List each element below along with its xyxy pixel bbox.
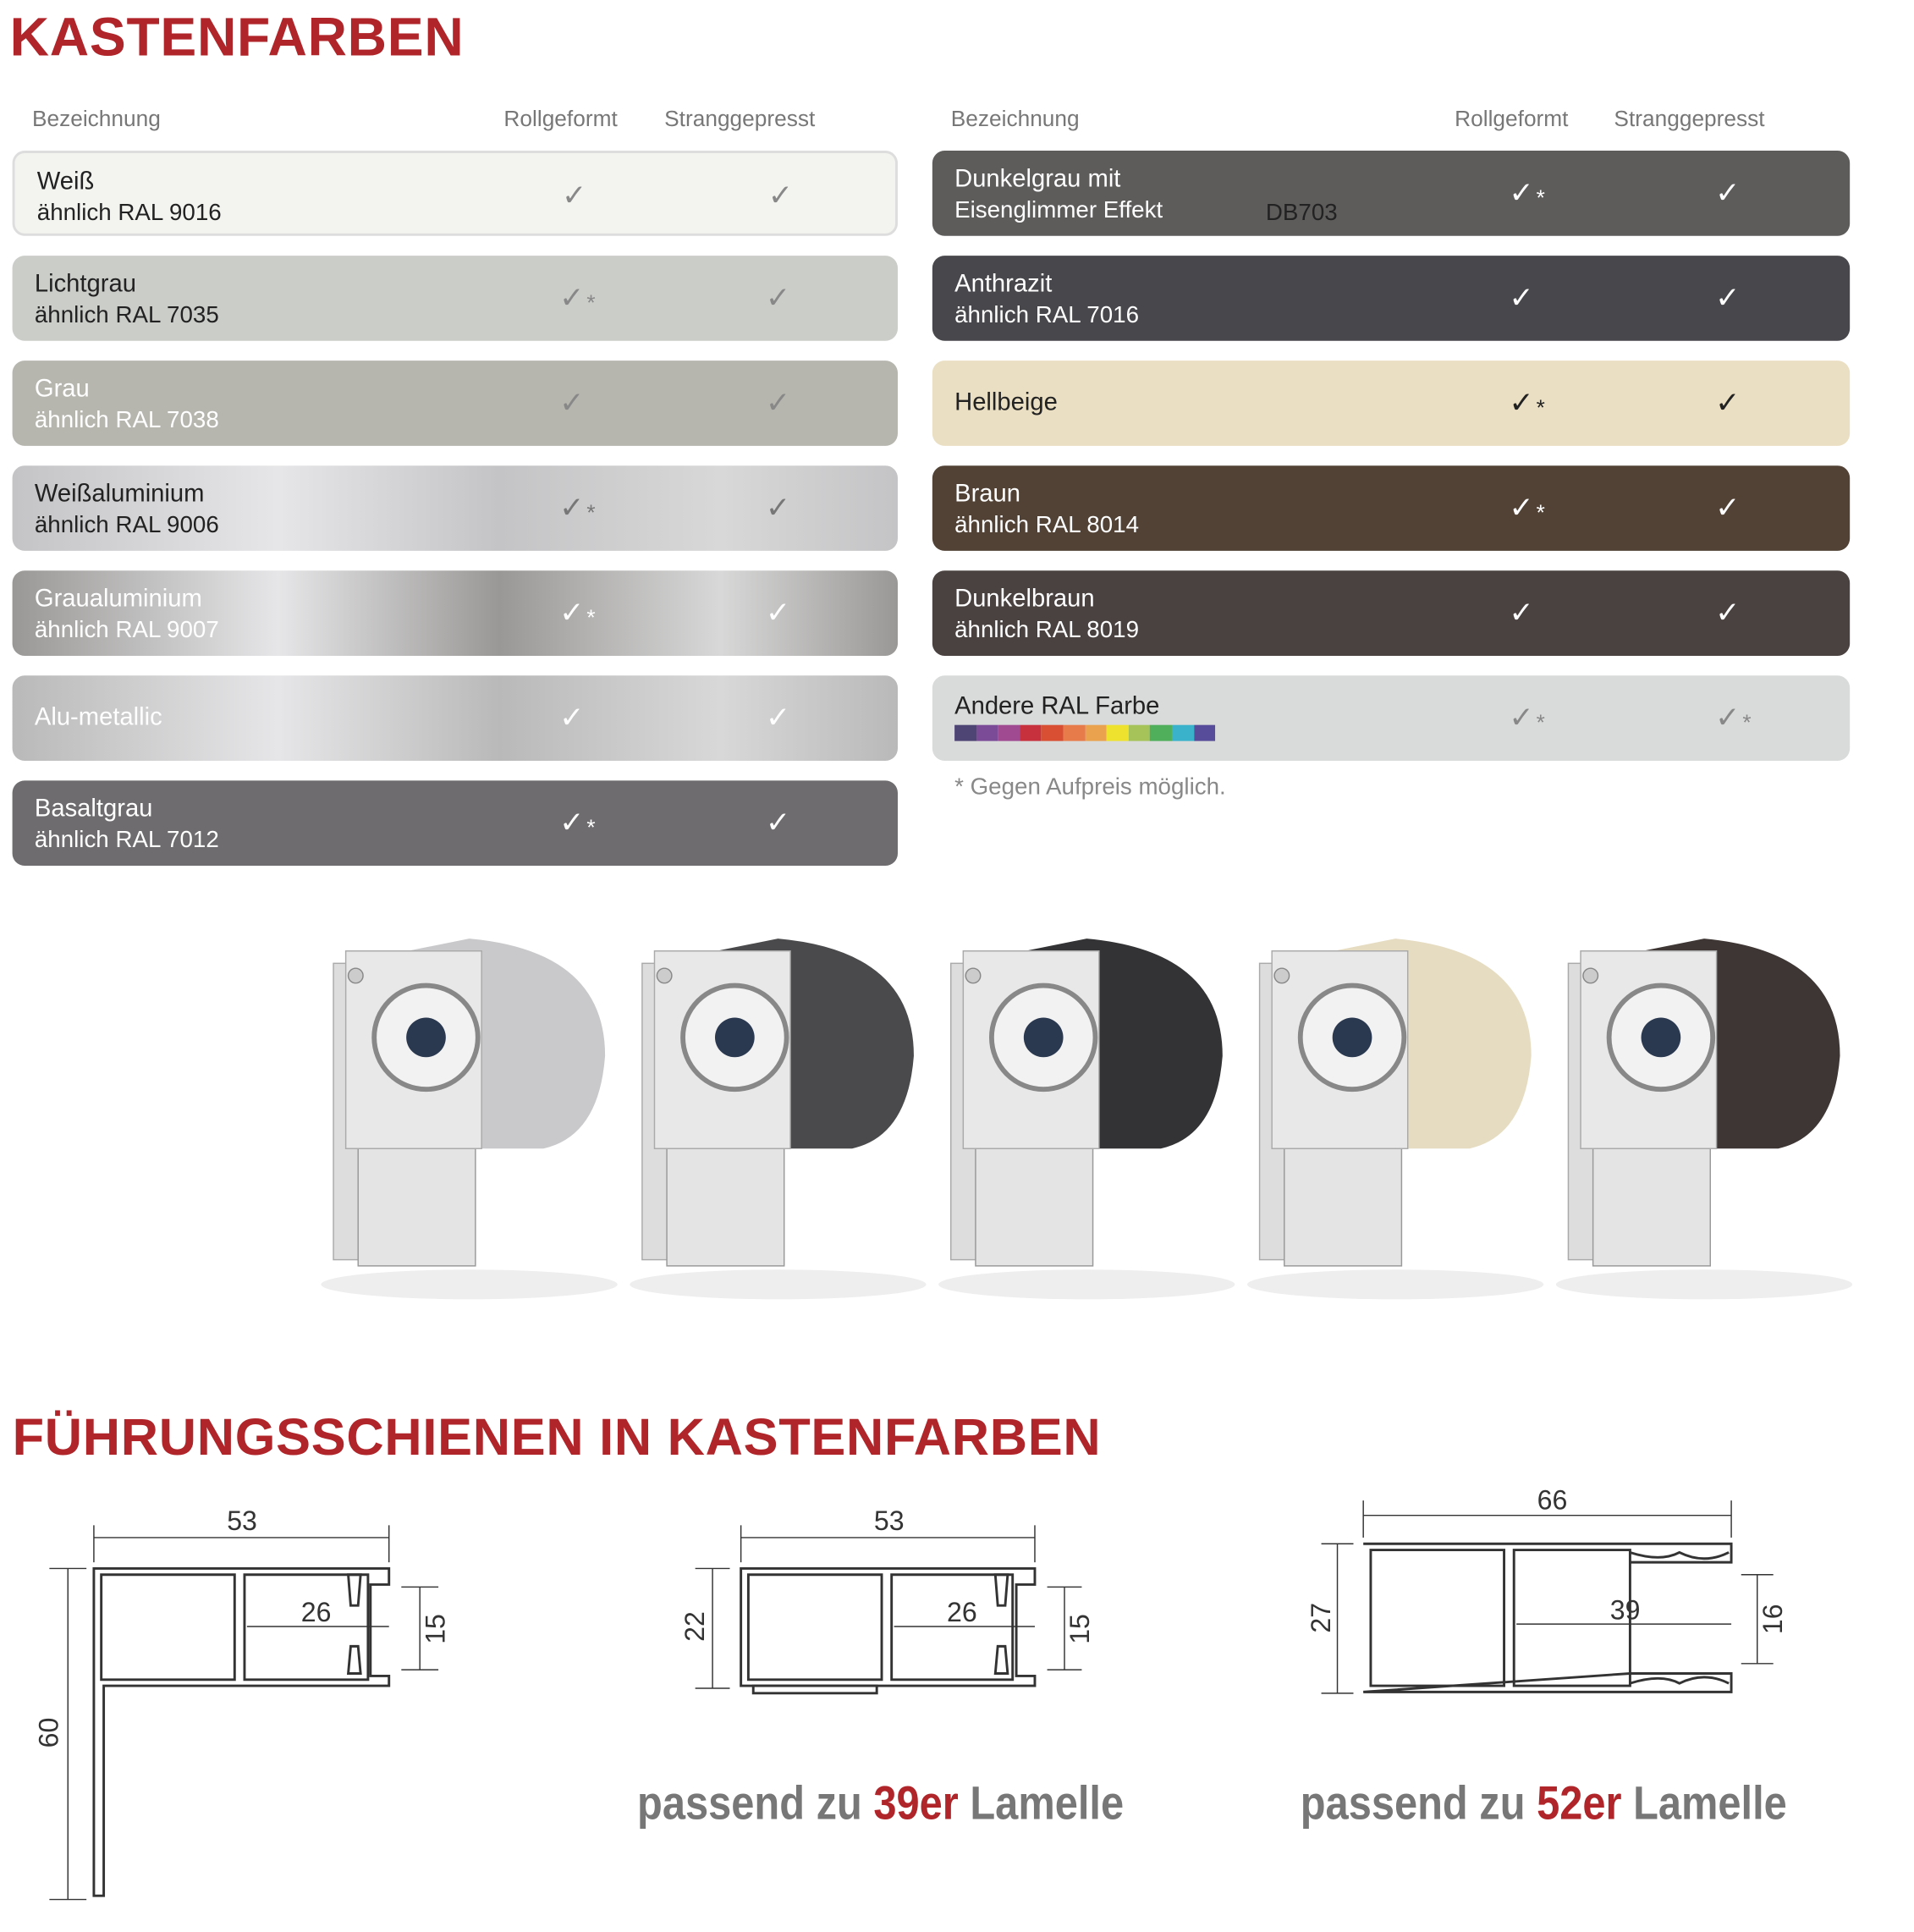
- color-row: [13, 151, 898, 236]
- color-row: [13, 780, 898, 866]
- check-icon-roll: ✓: [1509, 281, 1534, 316]
- color-title: Weißaluminium: [34, 480, 205, 508]
- color-row: [932, 675, 1850, 761]
- color-ral: ähnlich RAL 8014: [954, 512, 1140, 539]
- check-icon-roll: ✓ *: [559, 491, 596, 526]
- ral-color-strip: [954, 725, 1215, 741]
- color-swatch: [1085, 725, 1107, 741]
- check-icon-roll: ✓: [1509, 596, 1534, 630]
- roller-box-1: [321, 938, 617, 1299]
- color-row: [13, 570, 898, 656]
- caption-39: [637, 1779, 1124, 1832]
- color-title: Graualuminium: [34, 585, 202, 613]
- color-swatch: [1150, 725, 1172, 741]
- color-title: Basaltgrau: [34, 795, 153, 823]
- color-ral: ähnlich RAL 9007: [34, 617, 219, 644]
- color-swatch: [1194, 725, 1216, 741]
- color-swatch: [1129, 725, 1151, 741]
- color-ral: Eisenglimmer Effekt: [954, 197, 1163, 224]
- color-row: [932, 361, 1850, 446]
- header-name: Bezeichnung: [950, 106, 1080, 131]
- color-row: [13, 675, 898, 761]
- caption-text: passend zu: [637, 1778, 874, 1830]
- roller-box-3: [938, 938, 1235, 1299]
- color-row: [932, 256, 1850, 341]
- check-icon-strang: ✓: [1715, 281, 1741, 316]
- dim-slot-1: 15: [420, 1614, 451, 1644]
- section-title: FÜHRUNGSSCHIENEN IN KASTENFARBEN: [12, 1407, 1102, 1467]
- color-row: [932, 570, 1850, 656]
- caption-text: Lamelle: [958, 1778, 1125, 1830]
- left-color-table: [13, 107, 898, 886]
- color-title: Dunkelgrau mit: [954, 165, 1121, 193]
- color-ral: ähnlich RAL 7038: [34, 407, 219, 434]
- color-name: [954, 387, 1058, 419]
- color-ral: ähnlich RAL 9006: [34, 512, 219, 539]
- color-swatch: [976, 725, 998, 741]
- dim-height-3: 27: [1305, 1602, 1336, 1633]
- color-title: Lichtgrau: [34, 270, 136, 298]
- check-icon-strang: ✓: [1715, 386, 1741, 421]
- rail-profile-1: [94, 1568, 389, 1896]
- color-name: [35, 268, 219, 333]
- color-name: [954, 163, 1163, 228]
- color-row: [932, 465, 1850, 551]
- color-name: [35, 373, 219, 438]
- color-row: [932, 151, 1850, 236]
- color-name: [954, 691, 1215, 741]
- right-color-table: [932, 107, 1850, 781]
- roller-box-5: [1556, 938, 1852, 1299]
- color-ral: ähnlich RAL 7035: [34, 302, 219, 329]
- color-name: [35, 583, 219, 647]
- dim-width-3: 66: [1537, 1484, 1568, 1516]
- color-swatch: [998, 725, 1020, 741]
- header-strang: Stranggepresst: [664, 106, 816, 131]
- check-icon-roll: ✓: [559, 701, 585, 735]
- color-row: [13, 256, 898, 341]
- page-title: KASTENFARBEN: [9, 7, 465, 69]
- color-ral: ähnlich RAL 8019: [954, 617, 1140, 644]
- header-strang: Stranggepresst: [1614, 106, 1765, 131]
- color-name: [35, 702, 162, 734]
- color-name: [954, 583, 1139, 647]
- color-title: Andere RAL Farbe: [954, 692, 1160, 720]
- color-swatch: [1042, 725, 1064, 741]
- check-icon-strang: ✓: [1715, 491, 1741, 526]
- table-header: [932, 107, 1850, 151]
- roller-box-4: [1247, 938, 1543, 1299]
- caption-number: 39er: [873, 1778, 959, 1830]
- caption-text: passend zu: [1300, 1778, 1537, 1830]
- color-title: Braun: [954, 480, 1021, 508]
- check-icon-strang: ✓: [765, 491, 791, 526]
- check-icon-strang: ✓: [765, 281, 791, 316]
- color-ral: ähnlich RAL 7012: [34, 827, 219, 854]
- roller-box-2: [630, 938, 926, 1299]
- color-name: [35, 793, 219, 857]
- color-row: [13, 465, 898, 551]
- color-title: Hellbeige: [954, 388, 1058, 416]
- guide-rail-diagrams: [0, 1476, 1914, 1932]
- color-title: Alu-metallic: [34, 703, 162, 731]
- color-swatch: [1107, 725, 1129, 741]
- color-ral: ähnlich RAL 7016: [954, 302, 1140, 329]
- check-icon-strang: ✓: [765, 386, 791, 421]
- dim-width-1: 53: [227, 1505, 257, 1537]
- dim-slot-2: 15: [1064, 1614, 1096, 1644]
- color-name: [35, 478, 219, 542]
- check-icon-roll: ✓ *: [1509, 491, 1545, 526]
- check-icon-roll: ✓ *: [1509, 386, 1545, 421]
- caption-text: Lamelle: [1621, 1778, 1787, 1830]
- color-name: [37, 166, 222, 230]
- color-name: [954, 268, 1139, 333]
- check-icon-roll: ✓ *: [559, 281, 596, 316]
- check-icon-roll: ✓: [562, 179, 587, 213]
- color-title: Weiß: [36, 168, 95, 195]
- color-row: [13, 361, 898, 446]
- color-code: DB703: [1265, 200, 1338, 227]
- check-icon-strang: ✓: [1715, 596, 1741, 630]
- dim-inner-2: 26: [947, 1597, 977, 1628]
- dim-inner-3: 39: [1609, 1594, 1641, 1626]
- check-icon-roll: ✓ *: [1509, 176, 1545, 211]
- header-roll: Rollgeformt: [1455, 106, 1569, 131]
- color-swatch: [1172, 725, 1194, 741]
- color-swatch: [1020, 725, 1042, 741]
- check-icon-strang: ✓: [765, 596, 791, 630]
- rail-profile-2: [741, 1568, 1035, 1693]
- check-icon-roll: ✓ *: [559, 596, 596, 630]
- check-icon-strang: ✓: [765, 701, 791, 735]
- color-ral: ähnlich RAL 9016: [36, 200, 222, 227]
- color-title: Grau: [34, 375, 90, 403]
- dim-height-1: 60: [33, 1717, 64, 1748]
- dim-width-2: 53: [873, 1505, 905, 1537]
- check-icon-strang: ✓ *: [1715, 701, 1752, 735]
- color-title: Dunkelbraun: [954, 585, 1095, 613]
- color-title: Anthrazit: [954, 270, 1053, 298]
- dim-height-2: 22: [679, 1611, 710, 1642]
- color-swatch: [954, 725, 976, 741]
- color-swatch: [1063, 725, 1085, 741]
- dim-slot-3: 16: [1757, 1604, 1788, 1635]
- footnote: * Gegen Aufpreis möglich.: [954, 774, 1226, 801]
- check-icon-strang: ✓: [1715, 176, 1741, 211]
- dim-inner-1: 26: [300, 1597, 332, 1628]
- check-icon-roll: ✓ *: [1509, 701, 1545, 735]
- header-name: Bezeichnung: [31, 106, 161, 131]
- check-icon-strang: ✓: [767, 179, 794, 213]
- roller-box-images: [284, 927, 1878, 1359]
- rail-profile-3: [1363, 1544, 1731, 1692]
- table-header: [13, 107, 898, 151]
- check-icon-roll: ✓: [559, 386, 585, 421]
- check-icon-roll: ✓ *: [559, 806, 596, 840]
- caption-number: 52er: [1537, 1778, 1622, 1830]
- header-roll: Rollgeformt: [503, 106, 618, 131]
- color-name: [954, 478, 1139, 542]
- check-icon-strang: ✓: [765, 806, 791, 840]
- caption-52: [1301, 1779, 1787, 1832]
